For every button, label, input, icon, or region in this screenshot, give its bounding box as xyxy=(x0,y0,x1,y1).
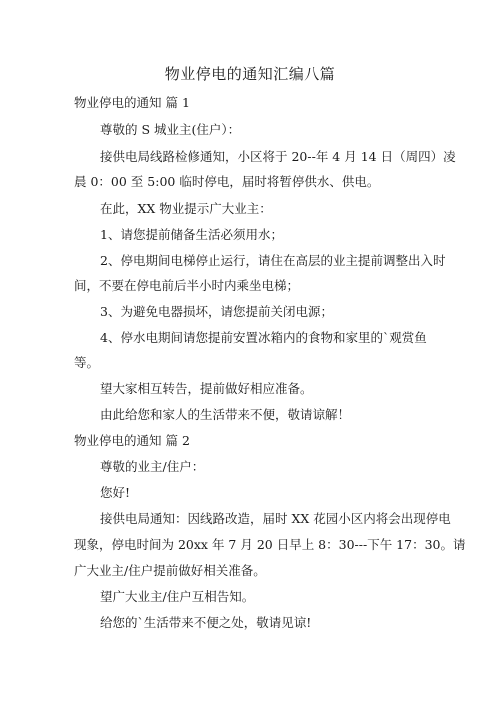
section1-item4-line2: 等。 xyxy=(74,355,100,370)
section1-item1: 1、请您提前储备生活必须用水； xyxy=(100,227,283,242)
section1-item3: 3、为避免电器损坏，请您提前关闭电源； xyxy=(100,304,333,319)
section1-paragraph1-line2: 晨 0：00 至 5:00 临时停电，届时将暂停供水、供电。 xyxy=(74,174,380,189)
section1-paragraph2: 在此，XX 物业提示广大业主： xyxy=(100,201,272,216)
section1-item2-line1: 2、停电期间电梯停止运行，请住在高层的业主提前调整出入时 xyxy=(100,253,446,268)
section2-hello: 您好! xyxy=(100,485,131,500)
document-title: 物业停电的通知汇编八篇 xyxy=(164,65,336,83)
section2-paragraph1-line1: 接供电局通知：因线路改造，届时 XX 花园小区内将会出现停电 xyxy=(100,511,451,526)
section1-paragraph1-line1: 接供电局线路检修通知，小区将于 20--年 4 月 14 日（周四）凌 xyxy=(100,149,456,164)
section1-paragraph3: 望大家相互转告，提前做好相应准备。 xyxy=(100,381,313,396)
section2-greeting: 尊敬的业主/住户： xyxy=(100,459,205,474)
section1-paragraph4: 由此给您和家人的生活带来不便，敬请谅解！ xyxy=(100,407,351,422)
section1-greeting: 尊敬的 S 城业主(住户）： xyxy=(100,122,241,137)
section2-paragraph3: 给您的`生活带来不便之处，敬请见谅! xyxy=(100,615,312,630)
section2-paragraph2: 望广大业主/住户互相告知。 xyxy=(100,589,255,604)
section1-item2-line2: 间，不要在停电前后半小时内乘坐电梯； xyxy=(74,278,300,293)
section2-heading: 物业停电的通知 篇 2 xyxy=(74,433,190,448)
section2-paragraph1-line3: 广大业主/住户提前做好相关准备。 xyxy=(74,563,266,578)
section2-paragraph1-line2: 现象，停电时间为 20xx 年 7 月 20 日早上 8：30---下午 17：30。请 xyxy=(74,537,466,552)
section1-item4-line1: 4、停水电期间请您提前安置冰箱内的食物和家里的`观赏鱼 xyxy=(100,330,427,345)
section1-heading: 物业停电的通知 篇 1 xyxy=(74,95,190,110)
